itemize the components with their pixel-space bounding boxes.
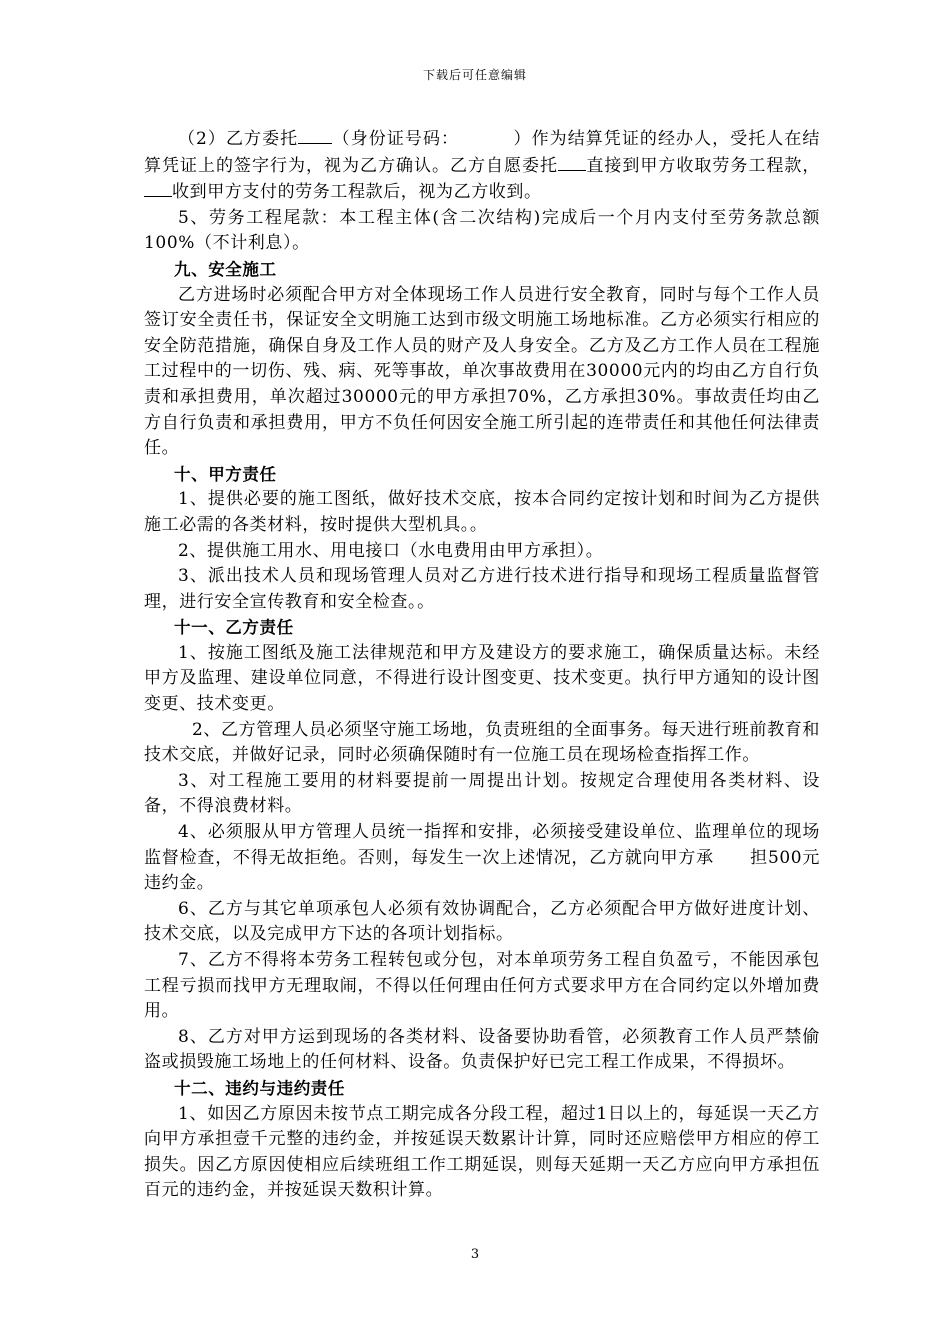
- section-heading-party-a: 十、甲方责任: [174, 464, 277, 484]
- text-fragment: ）作为结算凭证的经办人，受托人在结算凭证上的签字行为，视为乙方确认。乙方自愿委托: [144, 129, 821, 176]
- text-fragment: 直接到甲方收取劳务工程款，: [585, 155, 820, 176]
- section-heading-safety: 九、安全施工: [174, 259, 277, 279]
- paragraph-party-a-3: 3、派出技术人员和现场管理人员对乙方进行技术进行指导和现场工程质量监督管理，进行安全宣传教育和安全检查。。: [144, 566, 820, 612]
- section-heading-breach: 十二、违约与违约责任: [174, 1078, 345, 1098]
- paragraph-party-a-2: 2、提供施工用水、用电接口（水电费用由甲方承担）。: [178, 540, 604, 561]
- paragraph-final-payment: 5、劳务工程尾款：本工程主体(含二次结构)完成后一个月内支付至劳务款总额100%（不计利息）。: [144, 207, 820, 254]
- paragraph-party-b-7: 7、乙方不得将本劳务工程转包或分包，对本单项劳务工程自负盈亏，不能因承包工程亏损而找甲方无理取闹，不得以任何理由任何方式要求甲方在合同约定以外增加费用。: [144, 950, 820, 1022]
- blank-line: [298, 126, 332, 144]
- section-heading-party-b: 十一、乙方责任: [174, 618, 294, 638]
- paragraph-party-b-3: 3、对工程施工要用的材料要提前一周提出计划。按规定合理使用各类材料、设备，不得浪费材料。: [144, 770, 820, 817]
- text-fragment: （2）乙方委托: [178, 129, 299, 149]
- paragraph-safety: 乙方进场时必须配合甲方对全体现场工作人员进行安全教育，同时与每个工作人员签订安全责任书，保证安全文明施工达到市级文明施工场地标准。乙方必须实行相应的安全防范措施，确保自身及工作人员的财产及人身安全。乙方及乙方工作人员在工程施工过程中的一切伤、残、病、死等事故，单次事故费用在30000元内的均由乙方自行负责和承担费用，单次超过30000元的甲方承担70%，乙方承担30%。事故责任均由乙方自行负责和承担费用，甲方不负任何因安全施工所引起的连带责任和其他任何法律责任。: [144, 284, 820, 459]
- paragraph-party-b-4: [144, 820, 820, 897]
- text-fragment: （身份证号码：: [332, 129, 460, 149]
- document-body: [144, 126, 820, 1204]
- blank-line: [144, 179, 172, 197]
- text-fragment: 担500元违约金。: [144, 847, 820, 894]
- paragraph-party-b-8: 8、乙方对甲方运到现场的各类材料、设备要协助看管，必须教育工作人员严禁偷盗或损毁施工场地上的任何材料、设备。负责保护好已完工程工作成果，不得损坏。: [144, 1026, 820, 1073]
- paragraph-party-b-1: 1、按施工图纸及施工法律规范和甲方及建设方的要求施工，确保质量达标。未经甲方及监理、建设单位同意，不得进行设计图变更、技术变更。执行甲方通知的设计图变更、技术变更。: [144, 642, 820, 715]
- page-number: 3: [470, 1247, 480, 1262]
- text-fragment: 收到甲方支付的劳务工程款后，视为乙方收到。: [172, 182, 542, 203]
- text-fragment: 4、必须服从甲方管理人员统一指挥和安排，必须接受建设单位、监理单位的现场监督检查，不得无故拒绝。否则，每发生一次上述情况，乙方就向甲方承: [144, 822, 820, 868]
- paragraph-party-b-2: 2、乙方管理人员必须坚守施工场地，负责班组的全面事务。每天进行班前教育和技术交底，并做好记录，同时必须确保随时有一位施工员在现场检查指挥工作。: [144, 719, 820, 766]
- blank-line: [558, 153, 586, 171]
- page-header: 下载后可任意编辑: [422, 68, 527, 82]
- paragraph-settlement-agent: [144, 126, 820, 206]
- paragraph-breach-1: 1、如因乙方原因未按节点工期完成各分段工程，超过1日以上的，每延误一天乙方向甲方承担壹千元整的违约金，并按延误天数累计计算，同时还应赔偿甲方相应的停工损失。因乙方原因使相应后续班组工作工期延误，则每天延期一天乙方应向甲方承担伍百元的违约金，并按延误天数积计算。: [144, 1103, 820, 1201]
- paragraph-party-a-1: 1、提供必要的施工图纸，做好技术交底，按本合同约定按计划和时间为乙方提供施工必需的各类材料，按时提供大型机具。。: [144, 489, 820, 535]
- paragraph-party-b-6: 6、乙方与其它单项承包人必须有效协调配合，乙方必须配合甲方做好进度计划、技术交底，以及完成甲方下达的各项计划指标。: [144, 898, 820, 945]
